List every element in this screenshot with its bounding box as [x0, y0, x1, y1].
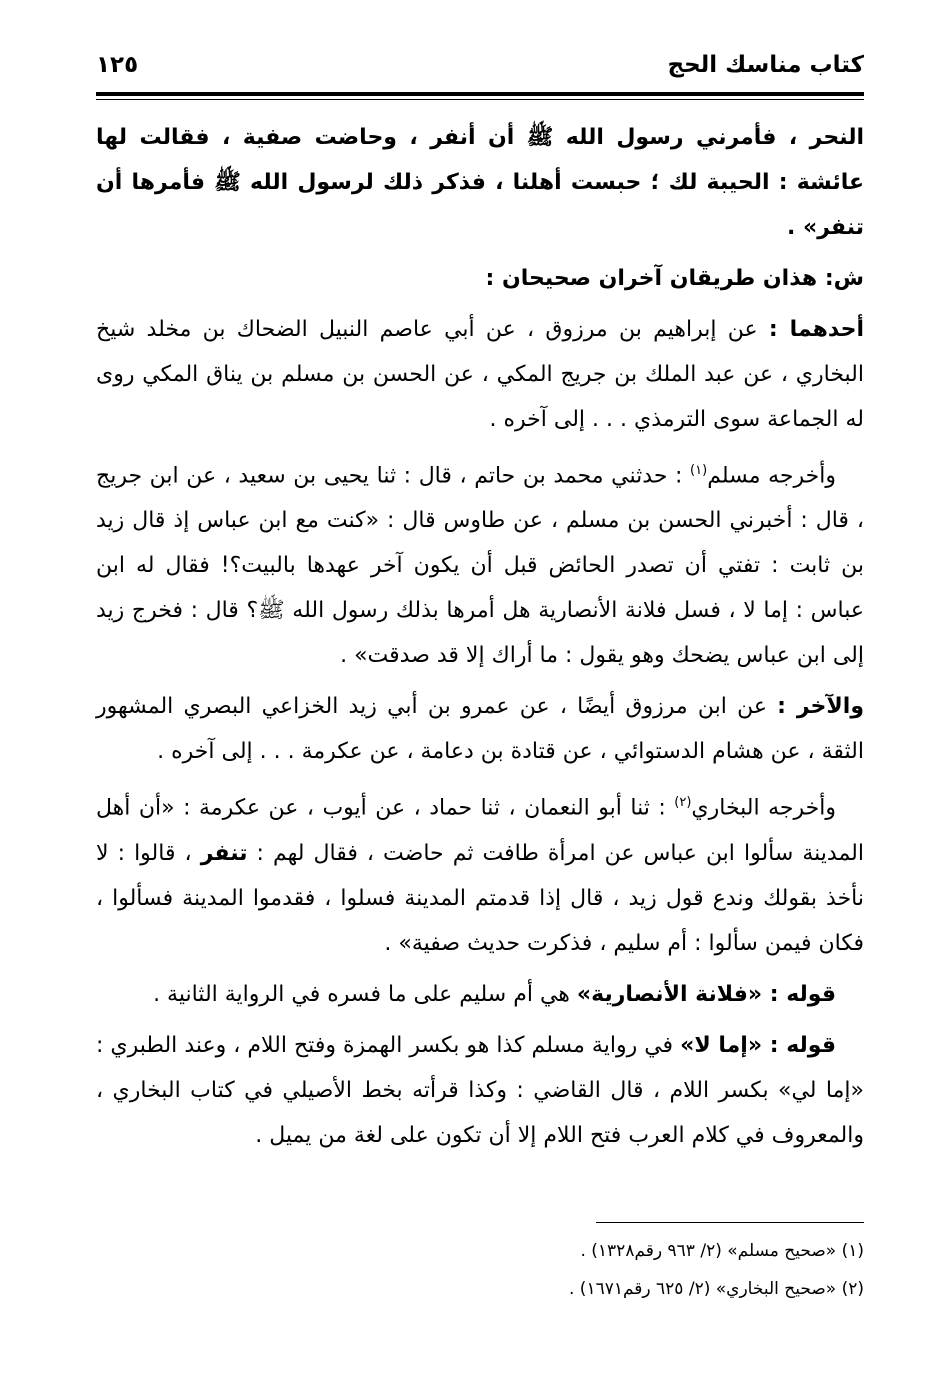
qawl-1-label: قوله : «فلانة الأنصارية»: [576, 981, 836, 1007]
first-chain-text: عن إبراهيم بن مرزوق ، عن أبي عاصم النبيل الضحاك بن مخلد شيخ البخاري ، عن عبد الملك بن جريج المكي ، عن الحسن بن مسلم بن يناق المكي روى له الجماعة سوى الترمذي . . . إلى آخره .: [96, 317, 864, 432]
page-number: ١٢٥: [96, 52, 139, 78]
bukhari-lead: وأخرجه البخاري: [691, 795, 836, 821]
section-heading: ش: هذان طريقان آخران صحيحان :: [485, 266, 864, 291]
footnotes: [96, 1232, 864, 1308]
second-chain-label: والآخر :: [777, 694, 864, 720]
footnote-ref-2[interactable]: (٢): [674, 795, 692, 811]
running-title: كتاب مناسك الحج: [667, 52, 864, 78]
page-header: [96, 40, 864, 90]
footnote-2: (٢) «صحيح البخاري» (٢/ ٦٢٥ رقم١٦٧١) .: [568, 1279, 864, 1299]
footnote-separator: [596, 1222, 864, 1223]
bukhari-text-b: ، قالوا : لا نأخذ بقولك وندع قول زيد ، قال إذا قدمتم المدينة فسلوا ، فقدموا المدينة فسألوا ، فكان فيمن سألوا : أم سليم ، فذكرت حديث صفية» .: [96, 840, 864, 956]
qawl-1-text: هي أم سليم على ما فسره في الرواية الثانية .: [153, 981, 570, 1007]
first-chain-label: أحدهما :: [768, 317, 864, 342]
bukhari-bold-word: تنفر: [200, 840, 248, 866]
paragraph-qawl-1: [96, 972, 864, 1017]
bukhari-text-a: : ثنا أبو النعمان ، ثنا حماد ، عن أيوب ، عن عكرمة : «أن أهل المدينة سألوا ابن عباس عن امرأة طافت ثم حاضت ، فقال لهم :: [96, 795, 864, 866]
paragraph-muslim: [96, 448, 864, 678]
header-rule-thin: [96, 99, 864, 100]
paragraph-bukhari: [96, 780, 864, 965]
footnote-ref-1[interactable]: (١): [690, 463, 708, 478]
paragraph-qawl-2: [96, 1023, 864, 1158]
qawl-2-label: قوله : «إما لا»: [680, 1032, 837, 1058]
second-chain-text: عن ابن مرزوق أيضًا ، عن عمرو بن أبي زيد الخزاعي البصري المشهور الثقة ، عن هشام الدستوائي ، عن قتادة بن دعامة ، عن عكرمة . . . إلى آخره .: [96, 694, 864, 765]
header-rule-thick: [96, 92, 864, 96]
paragraph-second-chain: [96, 684, 864, 774]
paragraph-first-chain: [96, 307, 864, 442]
footnote-1: (١) «صحيح مسلم» (٢/ ٩٦٣ رقم١٣٢٨) .: [580, 1241, 864, 1261]
muslim-text: : حدثني محمد بن حاتم ، قال : ثنا يحيى بن سعيد ، عن ابن جريج ، قال : أخبرني الحسن بن مسلم ، عن طاوس قال : «كنت مع ابن عباس إذ قال زيد بن ثابت : تفتي أن تصدر الحائض قبل أن يكون آخر عهدها بالبيت؟! فقال له ابن عباس : إما لا ، فسل فلانة الأنصارية هل أمرها بذلك رسول الله ﷺ؟ قال : فخرج زيد إلى ابن عباس يضحك وهو يقول : ما أراك إلا قد صدقت» .: [96, 463, 864, 669]
qawl-2-text: في رواية مسلم كذا هو بكسر الهمزة وفتح اللام ، وعند الطبري : «إما لي» بكسر اللام ، قال القاضي : وكذا قرأته بخط الأصيلي في كتاب البخاري ، والمعروف في كلام العرب فتح اللام إلا أن تكون على لغة من يميل .: [96, 1032, 864, 1148]
paragraph-intro: النحر ، فأمرني رسول الله ﷺ أن أنفر ، وحاضت صفية ، فقالت لها عائشة : الحيبة لك ؛ حبست أهلنا ، فذكر ذلك لرسول الله ﷺ فأمرها أن تنفر» .: [96, 125, 864, 240]
main-text: [96, 115, 864, 1164]
muslim-lead: وأخرجه مسلم: [707, 463, 836, 489]
